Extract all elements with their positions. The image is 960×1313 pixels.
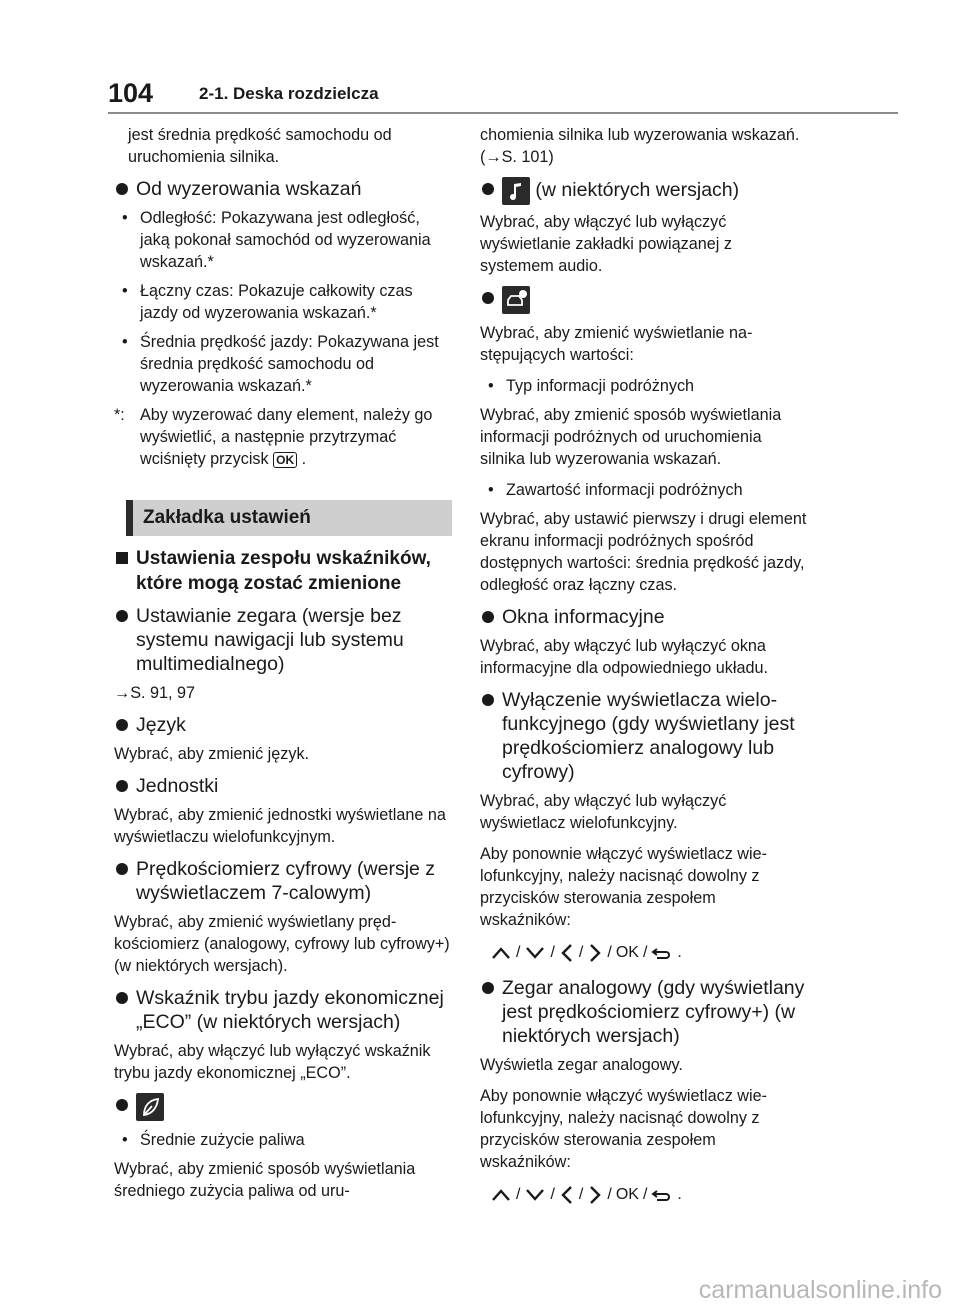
bullet-item: • Typ informacji podróżnych [480,375,810,397]
footnote-text [140,404,452,470]
right-column [480,124,810,1218]
bullet-item: • Łączny czas: Pokazuje całkowity czas jazdy od wyzerowania wskazań.* [114,280,452,324]
separator: / [516,944,521,961]
watermark[interactable]: carmanualsonline.info [698,1276,942,1304]
icon-heading [480,177,810,205]
return-arrow-icon [651,1187,673,1203]
chevron-up-icon [490,1187,512,1203]
music-note-icon [502,177,530,205]
separator: / [516,1186,521,1203]
paragraph: Wybrać, aby ustawić pierwszy i drugi element ekranu informacji podróżnych spośród dostępnych wartości: średnia prędkość jazdy, odległość oraz łączny czas. [480,510,807,594]
paragraph: Aby ponownie włączyć wyświetlacz wielofunkcyjny, należy nacisnąć dowolny z przycisków sterowania zespołem wskaźników: [480,845,767,929]
separator: / [578,1186,584,1203]
paragraph: Wybrać, aby włączyć lub wyłączyć okna informacyjne dla odpowiedniego układu. [480,637,768,677]
heading: Wskaźnik trybu jazdy ekonomicznej „ECO” (w niektórych wersjach) [114,986,452,1034]
bullet-item: • Średnie zużycie paliwa [114,1129,452,1151]
header-rule [108,112,898,114]
paragraph: jest średnia prędkość samochodu od uruchomienia silnika. [128,126,392,166]
separator: / [607,1186,612,1203]
page-number: 104 [108,78,154,108]
left-column [114,124,452,1211]
heading: Ustawianie zegara (wersje bez systemu nawigacji lub systemu multimedialnego) [114,604,452,676]
heading-text: (w niektórych wersjach) [535,179,740,202]
paragraph: Wyświetla zegar analogowy. [480,1056,683,1074]
chevron-left-icon [559,942,575,964]
paragraph: Wybrać, aby zmienić wyświetlany prędkościomierz (analogowy, cyfrowy lub cyfrowy+) (w niektórych wersjach). [114,913,450,975]
paragraph: Wybrać, aby zmienić język. [114,745,310,763]
heading: Od wyzerowania wskazań [114,177,452,201]
separator: / [642,1186,648,1203]
footnote-mark: *: [114,406,125,424]
ok-key-icon: OK [273,452,297,468]
icon-heading [480,286,810,316]
chevron-right-icon [587,942,603,964]
eco-leaf-icon [136,1093,164,1121]
return-arrow-icon [651,945,673,961]
chevron-right-icon [587,1184,603,1206]
bullet-item: • Zawartość informacji podróżnych [480,479,810,501]
keys-end: . [677,944,682,961]
paragraph: Wybrać, aby włączyć lub wyłączyć wyświetlanie zakładki powiązanej z systemem audio. [480,213,732,275]
paragraph: Wybrać, aby zmienić sposób wyświetlania informacji podróżnych od uruchomienia silnika lub wyzerowania wskazań. [480,406,782,468]
chevron-down-icon [524,1187,546,1203]
car-info-icon [502,286,530,314]
heading: Wyłączenie wyświetlacza wielofunkcyjnego (gdy wyświetlany jest prędkościomierz analogowy lub cyfrowy) [480,688,810,784]
heading: Język [114,713,452,737]
separator: / [550,944,555,961]
control-keys-row [490,940,810,966]
paragraph: Wybrać, aby włączyć lub wyłączyć wyświetlacz wielofunkcyjny. [480,792,727,832]
separator: / [550,1186,555,1203]
footnote-end: . [301,450,307,468]
paragraph: Wybrać, aby zmienić sposób wyświetlania średniego zużycia paliwa od uru- [114,1160,416,1200]
paragraph: Wybrać, aby zmienić wyświetlanie następujących wartości: [480,324,753,364]
footnote-body: Aby wyzerować dany element, należy go wyświetlić, a następnie przytrzymać wciśnięty przycisk [140,406,433,468]
heading: Okna informacyjne [480,605,810,629]
section-title-bar: Zakładka ustawień [126,500,452,536]
chevron-up-icon [490,945,512,961]
heading: Prędkościomierz cyfrowy (wersje z wyświetlaczem 7-calowym) [114,857,452,905]
bullet-item: • Średnia prędkość jazdy: Pokazywana jest średnia prędkość samochodu od wyzerowania wskazań.* [114,331,452,397]
section-header-title: 2-1. Deska rozdzielcza [199,84,379,103]
heading: Jednostki [114,774,452,798]
subsection-heading: Ustawienia zespołu wskaźników, które mogą zostać zmienione [114,546,452,596]
keys-end: . [677,1186,682,1203]
paragraph: Wybrać, aby zmienić jednostki wyświetlane na wyświetlaczu wielofunkcyjnym. [114,806,446,846]
icon-heading [114,1093,452,1123]
footnote [114,404,452,470]
separator: / [642,944,648,961]
separator: / [607,944,612,961]
chevron-left-icon [559,1184,575,1206]
bullet-item: • Odległość: Pokazywana jest odległość, jaką pokonał samochód od wyzerowania wskazań.* [114,207,452,273]
chevron-down-icon [524,945,546,961]
ok-key-label: OK [615,944,639,961]
paragraph: Aby ponownie włączyć wyświetlacz wielofunkcyjny, należy nacisnąć dowolny z przycisków sterowania zespołem wskaźników: [480,1087,767,1171]
paragraph: Wybrać, aby włączyć lub wyłączyć wskaźnik trybu jazdy ekonomicznej „ECO”. [114,1042,431,1082]
ok-key-label: OK [615,1186,639,1203]
paragraph: →S. 91, 97 [114,684,195,702]
paragraph: chomienia silnika lub wyzerowania wskazań. (→S. 101) [480,126,800,166]
control-keys-row [490,1182,810,1208]
heading: Zegar analogowy (gdy wyświetlany jest prędkościomierz cyfrowy+) (w niektórych wersjach) [480,976,810,1048]
separator: / [578,944,584,961]
